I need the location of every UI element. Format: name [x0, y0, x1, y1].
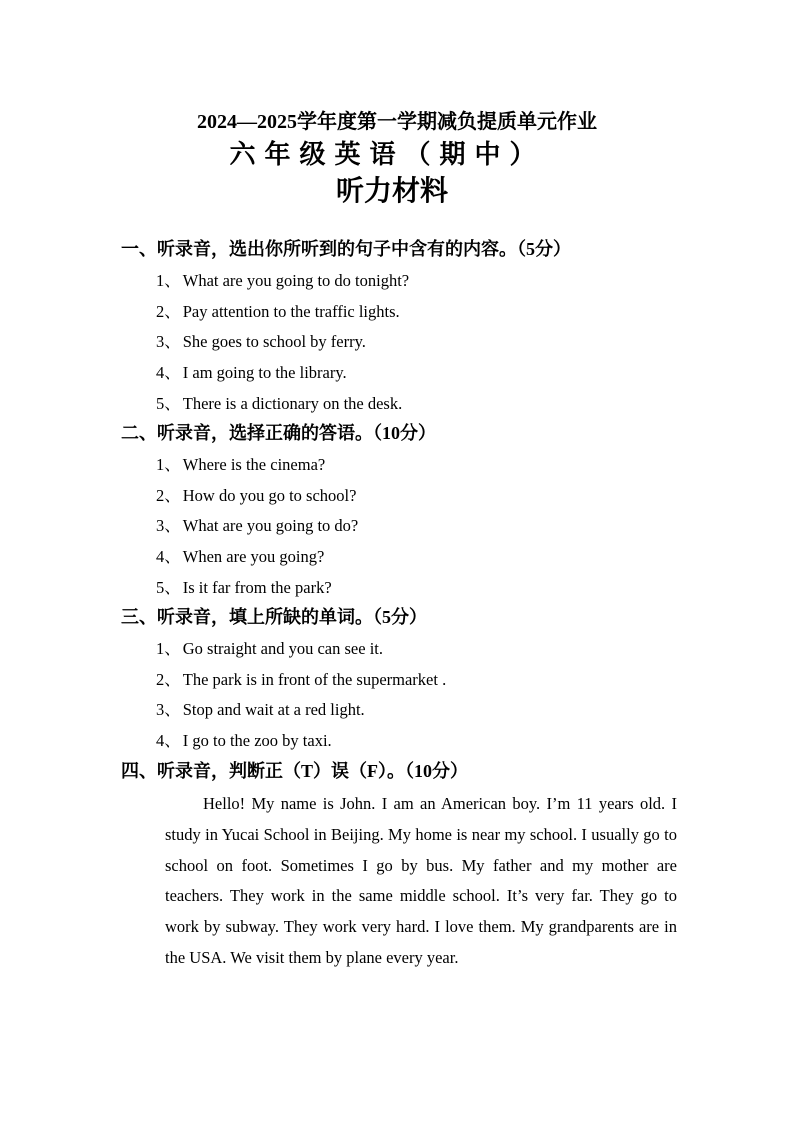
section-4-heading: 四、听录音，判断正（T）误（F）。（10分）	[121, 761, 468, 781]
section-3-heading: 三、听录音，填上所缺的单词。（5分）	[121, 607, 427, 627]
item-text: The park is in front of the supermarket .	[182, 670, 447, 689]
item-number: 3、	[156, 700, 181, 719]
item-text: Go straight and you can see it.	[182, 639, 383, 658]
item-text: Pay attention to the traffic lights.	[182, 302, 400, 321]
list-item	[156, 485, 356, 507]
list-item	[156, 362, 347, 384]
item-number: 4、	[156, 547, 181, 566]
item-text: How do you go to school?	[182, 486, 357, 505]
item-text: I am going to the library.	[182, 363, 347, 382]
list-item	[156, 454, 325, 476]
item-text: When are you going?	[182, 547, 325, 566]
item-text: What are you going to do?	[182, 516, 359, 535]
item-number: 2、	[156, 302, 181, 321]
item-text: I go to the zoo by taxi.	[182, 731, 332, 750]
listening-passage: Hello! My name is John. I am an American boy. I’m 11 years old. I study in Yucai School in Beijing. My home is near my school. I usually go to school on foot. Sometimes I go by bus. My father and my mother are teachers. They work in the same middle school. It’s very far. They go to work by subway. They work very hard. I love them. My grandparents are in the USA. We visit them by plane every year.	[165, 794, 677, 967]
item-text: Where is the cinema?	[182, 455, 326, 474]
document-title-term: 2024—2025学年度第一学期减负提质单元作业	[197, 111, 597, 133]
list-item	[156, 393, 402, 415]
list-item	[156, 730, 332, 752]
item-number: 1、	[156, 271, 181, 290]
section-2-heading: 二、听录音，选择正确的答语。（10分）	[121, 423, 436, 443]
section-1-heading: 一、听录音，选出你所听到的句子中含有的内容。（5分）	[121, 239, 571, 259]
item-text: Stop and wait at a red light.	[182, 700, 365, 719]
item-text: She goes to school by ferry.	[182, 332, 366, 351]
item-number: 1、	[156, 639, 181, 658]
item-number: 4、	[156, 363, 181, 382]
list-item	[156, 331, 366, 353]
list-item	[156, 515, 358, 537]
list-item	[156, 638, 383, 660]
document-title-grade: 六年级英语（期中）	[229, 140, 545, 169]
list-item	[156, 546, 324, 568]
document-title-listening: 听力材料	[335, 176, 448, 207]
item-text: What are you going to do tonight?	[182, 271, 410, 290]
item-number: 3、	[156, 516, 181, 535]
list-item	[156, 669, 446, 691]
list-item	[156, 577, 332, 599]
list-item	[156, 699, 365, 721]
item-number: 3、	[156, 332, 181, 351]
item-text: Is it far from the park?	[182, 578, 332, 597]
item-number: 5、	[156, 578, 181, 597]
item-number: 1、	[156, 455, 181, 474]
item-number: 2、	[156, 486, 181, 505]
item-number: 4、	[156, 731, 181, 750]
list-item	[156, 270, 409, 292]
item-number: 2、	[156, 670, 181, 689]
item-text: There is a dictionary on the desk.	[182, 394, 403, 413]
list-item	[156, 301, 400, 323]
item-number: 5、	[156, 394, 181, 413]
